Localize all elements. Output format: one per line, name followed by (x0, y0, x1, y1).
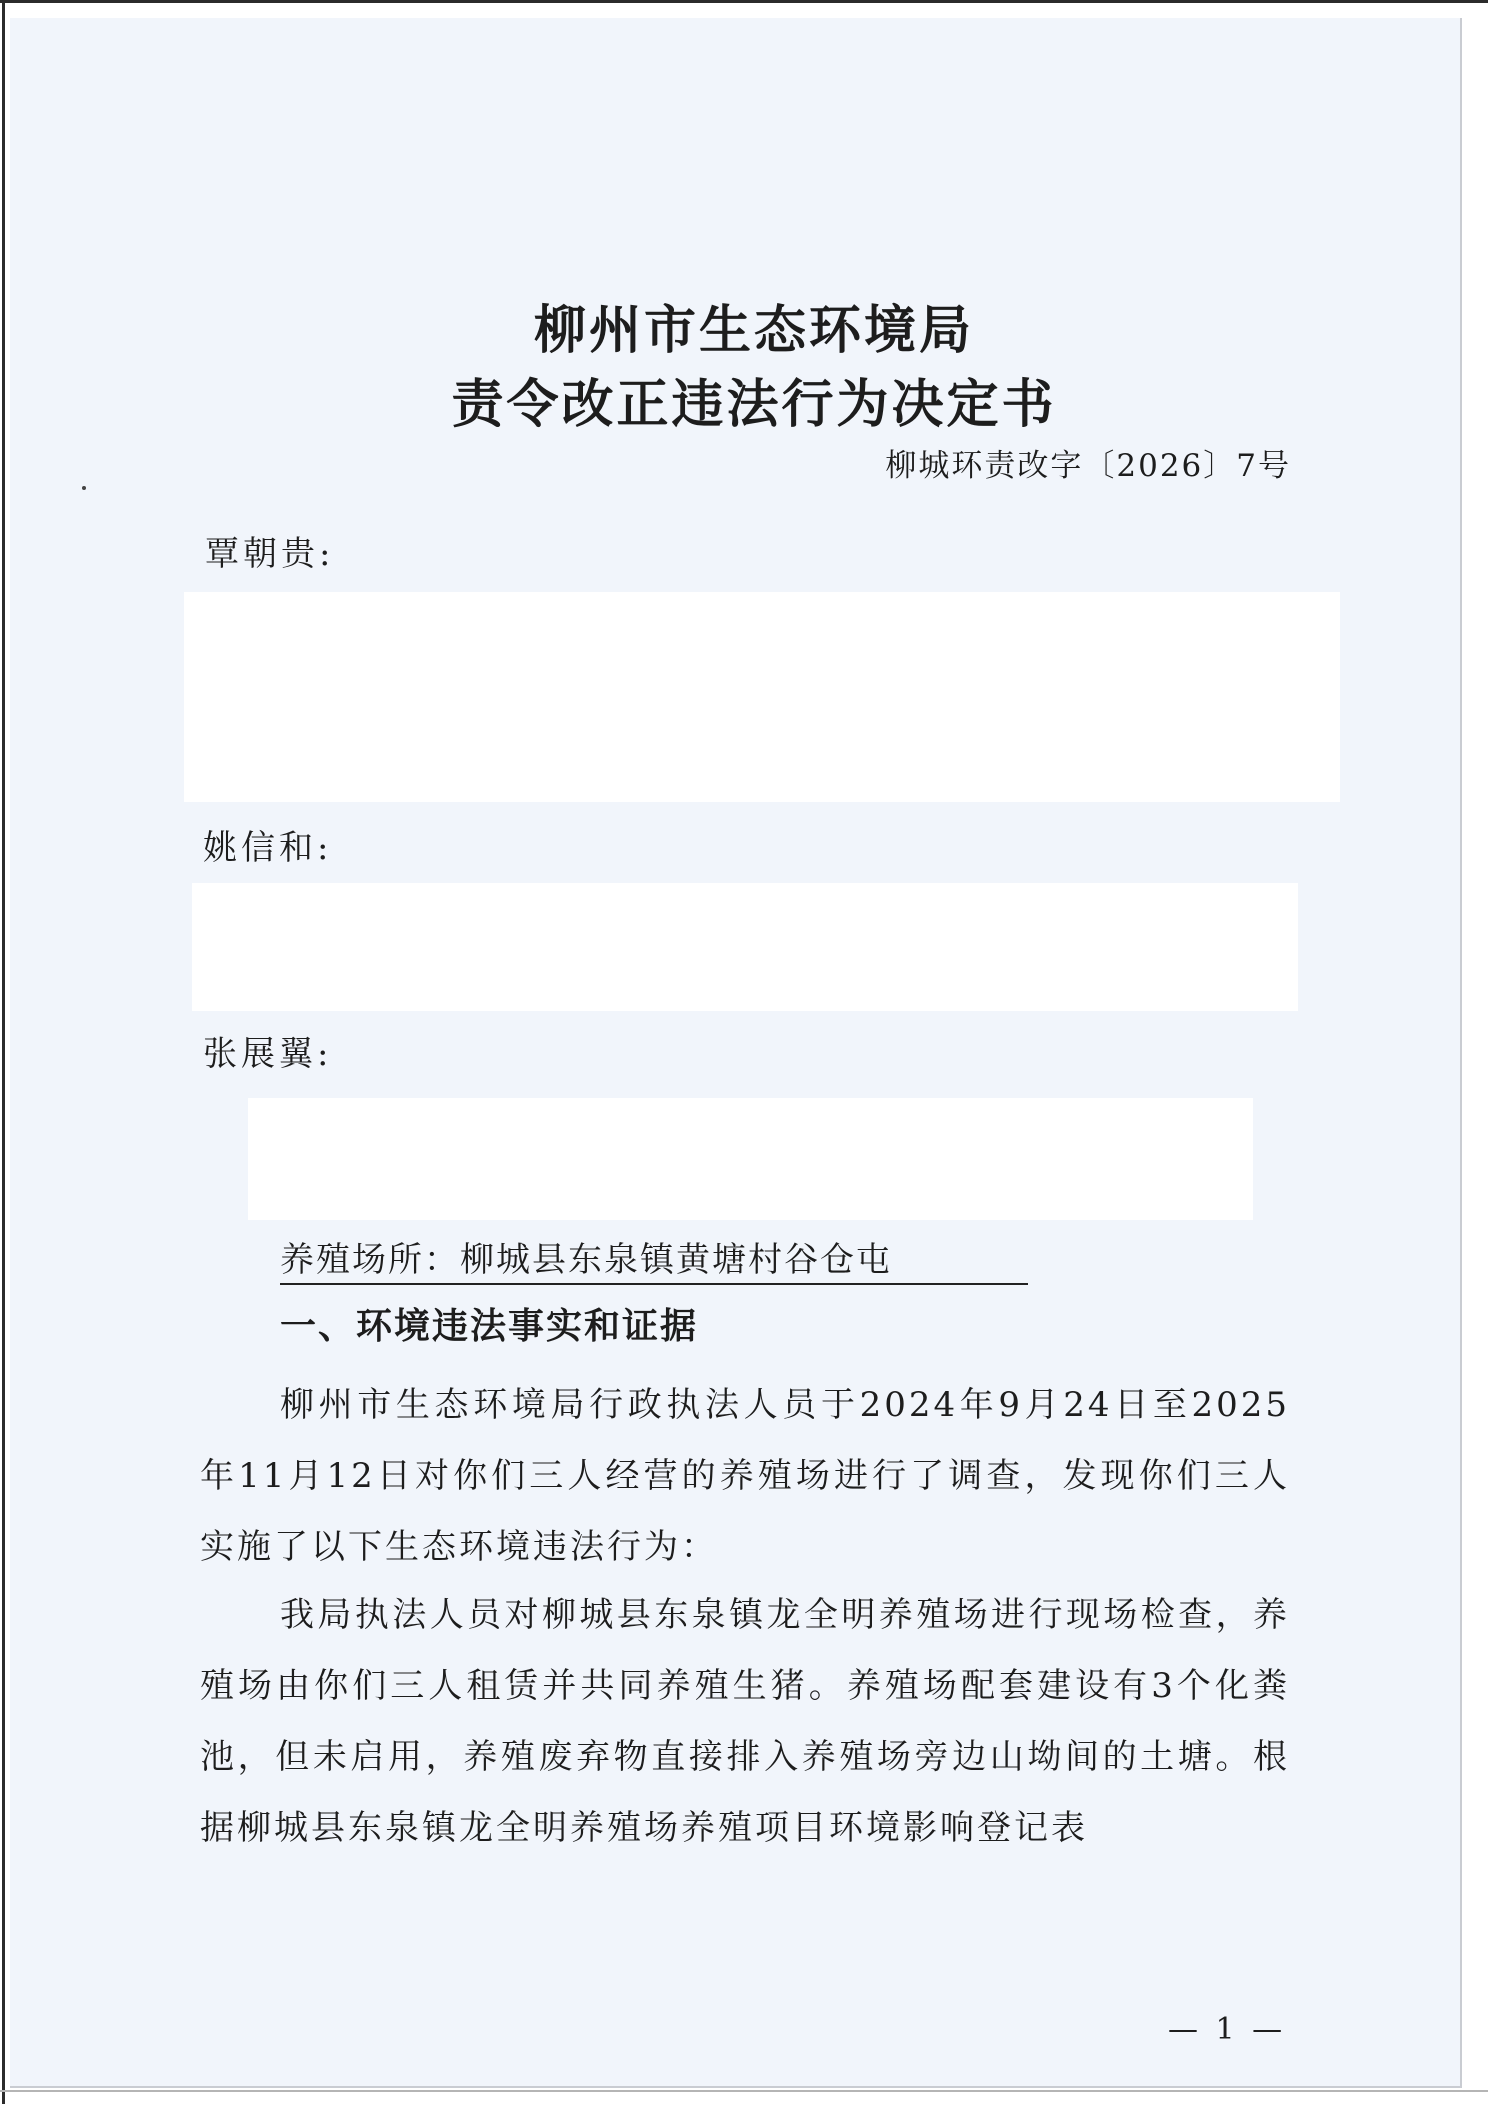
redacted-block-2 (192, 883, 1298, 1011)
page-number: — 1 — (1168, 2012, 1287, 2047)
section-heading: 一、环境违法事实和证据 (280, 1305, 699, 1347)
paragraph-investigation: 柳州市生态环境局行政执法人员于2024年9月24日至2025年11月12日对你们三人经营的养殖场进行了调查，发现你们三人实施了以下生态环境违法行为： (200, 1385, 1290, 1567)
scan-border-top (0, 0, 1488, 3)
redacted-block-3 (248, 1098, 1253, 1220)
redacted-block-1 (184, 592, 1340, 802)
farm-location: 养殖场所：柳城县东泉镇黄塘村谷仓屯 (280, 1232, 1028, 1285)
paragraph-inspection: 我局执法人员对柳城县东泉镇龙全明养殖场进行现场检查，养殖场由你们三人租赁并共同养殖生猪。养殖场配套建设有3个化粪池，但未启用，养殖废弃物直接排入养殖场旁边山坳间的土塘。根据柳城县东泉镇龙全明养殖场养殖项目环境影响登记表 (200, 1595, 1290, 1848)
document-title: 责令改正违法行为决定书 (451, 374, 1057, 435)
scan-border-left (2, 0, 5, 2104)
document-number: 柳城环责改字〔2026〕7号 (885, 448, 1291, 484)
scan-speck (82, 486, 86, 490)
recipient-name-3: 张展翼: (203, 1034, 333, 1074)
recipient-name-1: 覃朝贵: (205, 534, 335, 574)
recipient-name-2: 姚信和: (203, 828, 333, 868)
scan-border-bottom (0, 2090, 1488, 2092)
issuer-title: 柳州市生态环境局 (533, 300, 974, 361)
